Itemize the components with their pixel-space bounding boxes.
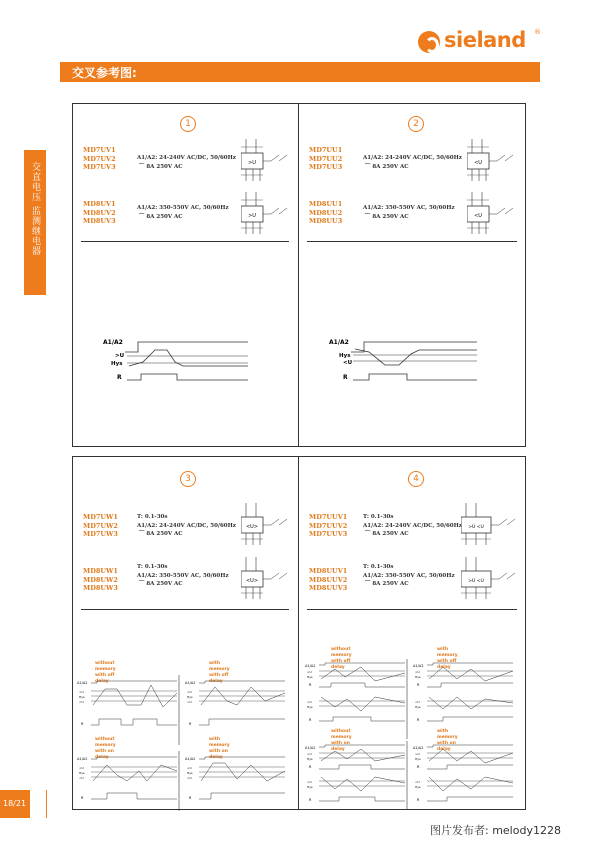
side-category-tab bbox=[24, 150, 46, 295]
svg-text:Hys: Hys bbox=[307, 785, 313, 789]
svg-text:Hys: Hys bbox=[187, 695, 193, 699]
diagram-title: with memory with on delay bbox=[437, 729, 458, 752]
time-spec: T: 0.1-30s bbox=[137, 514, 168, 520]
wiring-symbol bbox=[461, 557, 519, 605]
spec-block bbox=[363, 154, 462, 171]
spec-block bbox=[137, 513, 236, 539]
svg-text:R: R bbox=[81, 722, 84, 726]
svg-text:R: R bbox=[417, 718, 420, 722]
svg-text:<U: <U bbox=[79, 776, 84, 780]
symbol-label: <U> bbox=[245, 578, 259, 584]
model-code: MD7UU2 bbox=[309, 154, 343, 163]
section-header-bar bbox=[60, 62, 540, 82]
model-code: MD8UU3 bbox=[309, 217, 343, 225]
spec-block bbox=[363, 204, 455, 221]
time-spec: T: 0.1-30s bbox=[137, 564, 168, 570]
svg-text:Hys: Hys bbox=[415, 675, 421, 679]
svg-text:<U: <U bbox=[307, 780, 312, 784]
contact-icon: ⌒ bbox=[364, 581, 371, 587]
svg-text:A1/A2: A1/A2 bbox=[413, 746, 424, 750]
signal-label: <U bbox=[343, 360, 353, 366]
model-list bbox=[83, 200, 116, 226]
wiring-symbol bbox=[467, 139, 515, 187]
page-number: 18/21 bbox=[3, 799, 27, 808]
contact-spec: ⌒ 8A 250V AC bbox=[138, 213, 183, 220]
wiring-symbol bbox=[241, 503, 289, 551]
svg-text:Hys: Hys bbox=[79, 771, 85, 775]
contact-icon: ⌒ bbox=[138, 213, 145, 220]
model-code: MD8UW1 bbox=[83, 567, 118, 575]
model-code: MD8UUV2 bbox=[309, 575, 348, 584]
contact-spec: ⌒ 8A 250V AC bbox=[364, 213, 409, 220]
model-code: MD8UV3 bbox=[83, 217, 116, 225]
svg-text:R: R bbox=[417, 765, 420, 769]
model-code: MD8UW3 bbox=[83, 584, 118, 592]
signal-label: A1/A2 bbox=[103, 339, 123, 346]
supply-spec: A1/A2: 350-550V AC, 50/60Hz bbox=[137, 572, 229, 579]
time-spec: T: 0.1-30s bbox=[363, 514, 394, 520]
spec-block bbox=[363, 513, 462, 539]
svg-text:>U: >U bbox=[187, 690, 192, 694]
diagram-title: without memory with off delay bbox=[331, 647, 352, 670]
wiring-symbol bbox=[241, 557, 289, 605]
svg-text:>U: >U bbox=[307, 670, 312, 674]
supply-spec: A1/A2: 24-240V AC/DC, 50/60Hz bbox=[363, 155, 462, 161]
model-code: MD7UV1 bbox=[83, 146, 116, 154]
panel-4 bbox=[298, 456, 526, 810]
svg-text:Hys: Hys bbox=[415, 705, 421, 709]
svg-text:>U: >U bbox=[79, 766, 84, 770]
section-rule bbox=[81, 241, 289, 242]
spec-block bbox=[363, 563, 455, 589]
symbol-label: <U bbox=[474, 213, 482, 219]
spec-block bbox=[137, 154, 236, 171]
signal-label: Hys bbox=[339, 353, 351, 359]
panel-number: 4 bbox=[408, 471, 424, 487]
section-title: 交叉参考图: bbox=[72, 66, 137, 80]
supply-spec: A1/A2: 24-240V AC/DC, 50/60Hz bbox=[137, 155, 236, 161]
registered-mark: ® bbox=[534, 28, 541, 36]
svg-text:Hys: Hys bbox=[307, 675, 313, 679]
model-code: MD8UU2 bbox=[309, 208, 343, 217]
svg-text:A1/A2: A1/A2 bbox=[185, 757, 196, 761]
svg-text:A1/A2: A1/A2 bbox=[77, 757, 88, 761]
model-code: MD7UUV3 bbox=[309, 530, 348, 538]
panel-number: 1 bbox=[180, 116, 196, 132]
model-code: MD7UW2 bbox=[83, 521, 118, 530]
section-rule bbox=[307, 609, 517, 610]
svg-text:>U: >U bbox=[415, 670, 420, 674]
symbol-label: <U bbox=[474, 160, 482, 166]
svg-text:R: R bbox=[417, 683, 420, 687]
svg-text:Hys: Hys bbox=[187, 771, 193, 775]
signal-label: >U bbox=[115, 353, 125, 359]
svg-text:Hys: Hys bbox=[79, 695, 85, 699]
svg-text:A1/A2: A1/A2 bbox=[305, 746, 316, 750]
signal-label: R bbox=[117, 374, 122, 381]
svg-text:R: R bbox=[309, 798, 312, 802]
page-divider bbox=[46, 790, 47, 818]
model-code: MD7UU3 bbox=[309, 163, 343, 171]
signal-label: Hys bbox=[111, 361, 123, 367]
page-number-box bbox=[0, 790, 30, 818]
svg-text:Hys: Hys bbox=[307, 705, 313, 709]
logo-mark-icon bbox=[418, 31, 440, 53]
model-code: MD7UUV2 bbox=[309, 521, 348, 530]
sieland-logo bbox=[418, 30, 546, 58]
timing-diagram bbox=[103, 332, 253, 386]
svg-text:R: R bbox=[417, 798, 420, 802]
wiring-symbol bbox=[241, 192, 289, 240]
model-list bbox=[83, 146, 116, 172]
svg-text:A1/A2: A1/A2 bbox=[185, 681, 196, 685]
model-code: MD7UW3 bbox=[83, 530, 118, 538]
panel-number: 2 bbox=[408, 116, 424, 132]
model-code: MD8UV2 bbox=[83, 208, 116, 217]
supply-spec: A1/A2: 24-240V AC/DC, 50/60Hz bbox=[137, 522, 236, 529]
svg-text:>U: >U bbox=[79, 690, 84, 694]
svg-text:A1/A2: A1/A2 bbox=[413, 664, 424, 668]
contact-spec: ⌒ 8A 250V AC bbox=[138, 531, 183, 537]
panel-number: 3 bbox=[180, 471, 196, 487]
supply-spec: A1/A2: 350-550V AC, 50/60Hz bbox=[137, 205, 229, 211]
svg-text:<U: <U bbox=[415, 780, 420, 784]
svg-text:Hys: Hys bbox=[415, 785, 421, 789]
diagram-title: with memory with off delay bbox=[209, 661, 230, 684]
contact-icon: ⌒ bbox=[364, 213, 371, 220]
contact-icon: ⌒ bbox=[364, 163, 371, 170]
contact-spec: ⌒ 8A 250V AC bbox=[364, 163, 409, 170]
model-code: MD7UW1 bbox=[83, 513, 118, 521]
contact-icon: ⌒ bbox=[138, 163, 145, 170]
svg-text:Hys: Hys bbox=[415, 757, 421, 761]
model-code: MD8UUV1 bbox=[309, 567, 348, 575]
svg-text:A1/A2: A1/A2 bbox=[305, 664, 316, 668]
wiring-symbol bbox=[461, 503, 519, 551]
publisher-watermark: 图片发布者: melody1228 bbox=[430, 824, 561, 837]
signal-label: R bbox=[343, 374, 348, 381]
model-code: MD7UUV1 bbox=[309, 513, 348, 521]
svg-text:Hys: Hys bbox=[307, 757, 313, 761]
supply-spec: A1/A2: 350-550V AC, 50/60Hz bbox=[363, 572, 455, 579]
svg-text:R: R bbox=[309, 718, 312, 722]
svg-text:R: R bbox=[81, 796, 84, 800]
contact-spec: ⌒ 8A 250V AC bbox=[364, 531, 409, 537]
model-code: MD8UW2 bbox=[83, 575, 118, 584]
section-rule bbox=[307, 241, 517, 242]
panel-3 bbox=[72, 456, 299, 810]
svg-text:<U: <U bbox=[187, 776, 192, 780]
svg-text:>U: >U bbox=[307, 752, 312, 756]
model-code: MD7UU1 bbox=[309, 146, 343, 154]
model-list bbox=[309, 567, 347, 593]
spec-block bbox=[137, 204, 229, 221]
svg-text:>U: >U bbox=[415, 752, 420, 756]
diagram-title: without memory with on delay bbox=[331, 729, 352, 752]
diagram-title: without memory with on delay bbox=[95, 737, 116, 760]
wiring-symbol bbox=[241, 139, 289, 187]
svg-text:R: R bbox=[189, 722, 192, 726]
svg-text:<U: <U bbox=[415, 700, 420, 704]
signal-label: A1/A2 bbox=[329, 339, 349, 346]
diagram-title: without memory with off delay bbox=[95, 661, 116, 684]
side-category-label: 交直电压 监测继电器 bbox=[30, 162, 40, 256]
model-code: MD8UV1 bbox=[83, 200, 116, 208]
model-code: MD7UV2 bbox=[83, 154, 116, 163]
time-spec: T: 0.1-30s bbox=[363, 564, 394, 570]
model-list bbox=[309, 513, 347, 539]
symbol-label: <U> bbox=[245, 524, 259, 530]
symbol-label: >U bbox=[248, 160, 256, 166]
model-list bbox=[309, 146, 342, 172]
model-list bbox=[309, 200, 342, 226]
svg-text:<U: <U bbox=[79, 700, 84, 704]
model-list bbox=[83, 513, 118, 539]
svg-text:R: R bbox=[309, 765, 312, 769]
symbol-label: >U <U bbox=[468, 525, 484, 530]
contact-icon: ⌒ bbox=[138, 581, 145, 587]
logo-wordmark: sieland bbox=[444, 28, 526, 52]
svg-text:<U: <U bbox=[187, 700, 192, 704]
diagram-title: with memory with on delay bbox=[209, 737, 230, 760]
contact-spec: ⌒ 8A 250V AC bbox=[364, 581, 409, 587]
svg-text:<U: <U bbox=[307, 700, 312, 704]
panel-2 bbox=[298, 103, 526, 447]
contact-spec: ⌒ 8A 250V AC bbox=[138, 163, 183, 170]
symbol-label: >U bbox=[248, 213, 256, 219]
supply-spec: A1/A2: 350-550V AC, 50/60Hz bbox=[363, 205, 455, 211]
supply-spec: A1/A2: 24-240V AC/DC, 50/60Hz bbox=[363, 522, 462, 529]
model-code: MD7UV3 bbox=[83, 163, 116, 171]
wiring-symbol bbox=[467, 192, 515, 240]
contact-icon: ⌒ bbox=[364, 531, 371, 537]
timing-diagram bbox=[329, 332, 479, 386]
contact-spec: ⌒ 8A 250V AC bbox=[138, 581, 183, 587]
section-rule bbox=[81, 609, 289, 610]
svg-text:R: R bbox=[189, 796, 192, 800]
panel-1 bbox=[72, 103, 299, 447]
model-code: MD8UUV3 bbox=[309, 584, 348, 592]
svg-text:A1/A2: A1/A2 bbox=[77, 681, 88, 685]
spec-block bbox=[137, 563, 229, 589]
model-code: MD8UU1 bbox=[309, 200, 343, 208]
svg-text:>U: >U bbox=[187, 766, 192, 770]
contact-icon: ⌒ bbox=[138, 531, 145, 537]
symbol-label: >U <U bbox=[468, 579, 484, 584]
model-list bbox=[83, 567, 118, 593]
diagram-title: with memory with off delay bbox=[437, 647, 458, 670]
svg-text:R: R bbox=[309, 683, 312, 687]
